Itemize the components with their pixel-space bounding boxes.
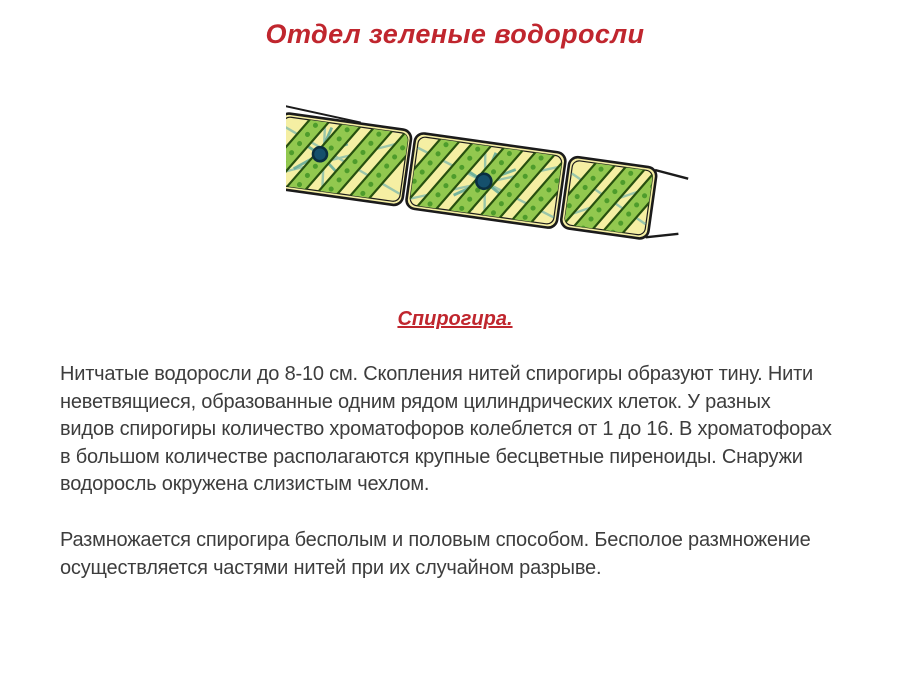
text-line: водоросль окружена слизистым чехлом. — [60, 473, 430, 495]
text-line: в большом количестве располагаются крупные бесцветные пиреноиды. Снаружи — [60, 445, 803, 468]
description-paragraph — [60, 361, 832, 499]
text-line: неветвящиеся, образованные одним рядом цилиндрических клеток. У разных — [60, 390, 771, 413]
filament-wall-line — [646, 229, 679, 241]
spirogyra-figure — [286, 100, 698, 262]
cell-nucleus — [312, 146, 328, 162]
figure-caption — [0, 308, 910, 331]
figure-caption-text: Спирогира. — [397, 308, 513, 330]
text-line: осуществляется частями нитей при их случайном разрыве. — [60, 556, 602, 579]
text-line: видов спирогиры количество хроматофоров колеблется от 1 до 16. В хроматофорах — [60, 418, 832, 440]
filament-wall-line — [654, 170, 688, 179]
spirogyra-illustration — [286, 100, 698, 262]
slide-title: Отдел зеленые водоросли — [265, 19, 645, 49]
reproduction-paragraph — [60, 527, 811, 582]
text-line: Нитчатые водоросли до 8-10 см. Скопления нитей спирогиры образуют тину. Нити — [60, 363, 814, 385]
cell-nucleus — [475, 173, 492, 190]
text-line: Размножается спирогира бесполым и половым способом. Бесполое размножение — [60, 529, 811, 551]
